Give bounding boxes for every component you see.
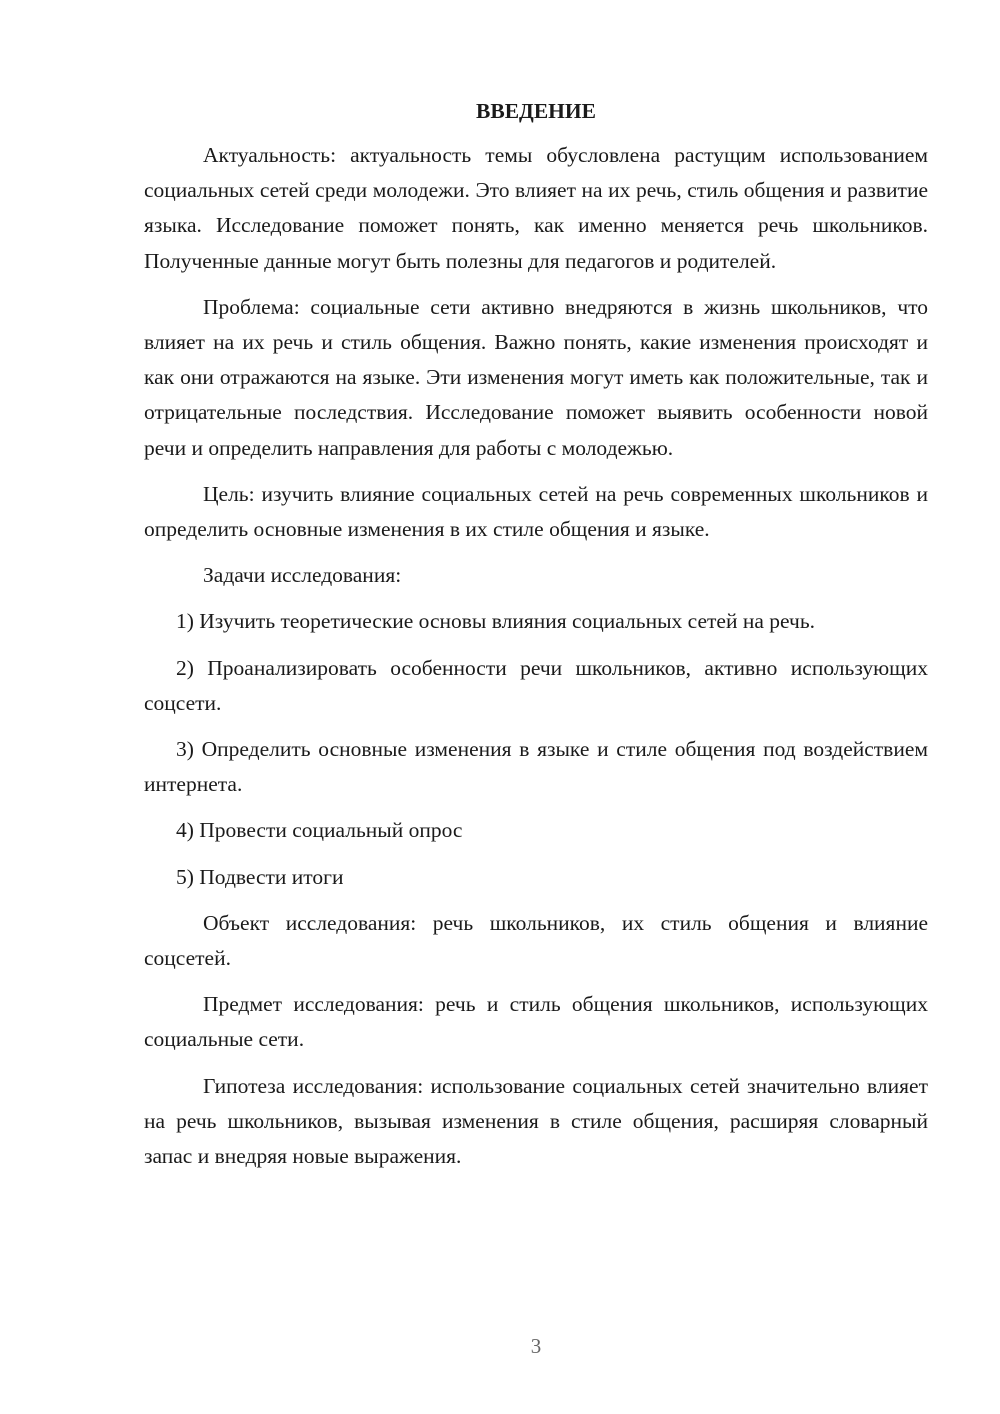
relevance-paragraph: Актуальность: актуальность темы обусловлена растущим использованием социальных сетей среди молодежи. Это влияет на их речь, стиль общения и развитие языка. Исследование поможет понять, как именно меняется речь школьников. Полученные данные могут быть полезны для педагогов и родителей. [144, 143, 928, 273]
task-item: 5) Подвести итоги [176, 864, 344, 889]
tasks-heading: Задачи исследования: [203, 563, 402, 588]
page-title: ВВЕДЕНИЕ [476, 99, 596, 123]
problem-paragraph: Проблема: социальные сети активно внедряются в жизнь школьников, что влияет на их речь и стиль общения. Важно понять, какие изменения происходят и как они отражаются на языке. Эти изменения могут иметь как положительные, так и отрицательные последствия. Исследование поможет выявить особенности новой речи и определить направления для работы с молодежью. [144, 294, 928, 460]
hypothesis-paragraph: Гипотеза исследования: использование социальных сетей значительно влияет на речь школьников, вызывая изменения в стиле общения, расширяя словарный запас и внедряя новые выражения. [144, 1073, 928, 1169]
task-item: 2) Проанализировать особенности речи школьников, активно использующих соцсети. [144, 655, 928, 715]
object-paragraph: Объект исследования: речь школьников, их стиль общения и влияние соцсетей. [144, 910, 928, 971]
task-item: 4) Провести социальный опрос [176, 818, 463, 843]
page-content [144, 95, 928, 1185]
task-item: 1) Изучить теоретические основы влияния социальных сетей на речь. [176, 609, 815, 634]
subject-paragraph: Предмет исследования: речь и стиль общения школьников, использующих социальные сети. [144, 992, 928, 1052]
page-number: 3 [530, 1334, 542, 1358]
goal-paragraph: Цель: изучить влияние социальных сетей на речь современных школьников и определить основные изменения в их стиле общения и языке. [144, 481, 928, 542]
task-item: 3) Определить основные изменения в языке и стиле общения под воздействием интернета. [144, 737, 928, 797]
